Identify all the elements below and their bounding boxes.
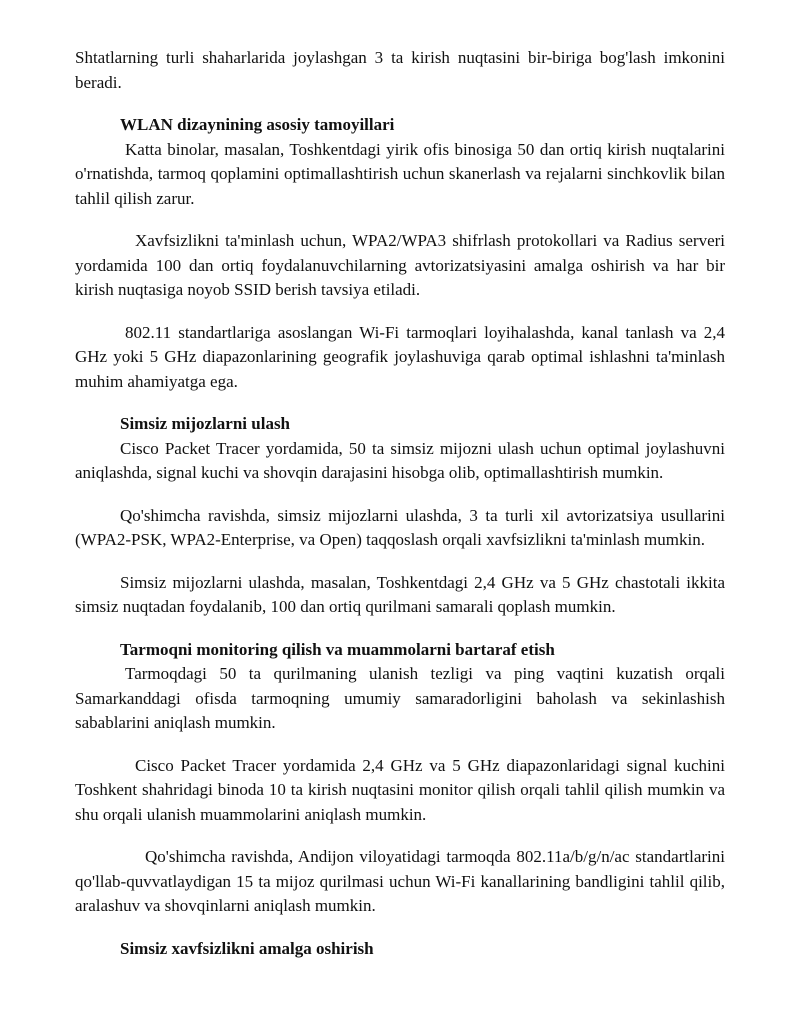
paragraph-monitor-2: Cisco Packet Tracer yordamida 2,4 GHz va 5 GHz diapazonlaridagi signal kuchini Toshkent shahridagi binoda 10 ta kirish nuqtasini monitor qilish orqali tahlil qilish mumkin va shu orqali ulanish muammolarini aniqlash mumkin. <box>75 755 725 824</box>
paragraph-intro: Shtatlarning turli shaharlarida joylashgan 3 ta kirish nuqtasini bir-biriga bog'lash imkonini beradi. <box>75 48 725 92</box>
heading-wireless-clients: Simsiz mijozlarni ulash <box>120 414 291 433</box>
paragraph-wlan-1: Katta binolar, masalan, Toshkentdagi yirik ofis binosiga 50 dan ortiq kirish nuqtalarini o'rnatishda, tarmoq qoplamini optimallashtirish uchun skanerlash va rejalarni sinchkovlik bilan tahlil qilish zarur. <box>75 139 725 208</box>
paragraph-wlan-2: Xavfsizlikni ta'minlash uchun, WPA2/WPA3 shifrlash protokollari va Radius serveri yordamida 100 dan ortiq foydalanuvchilarning avtorizatsiyasini amalga oshirish va har bir kirish nuqtasiga noyob SSID berish tavsiya etiladi. <box>75 231 725 299</box>
paragraph-wlan-3: 802.11 standartlariga asoslangan Wi-Fi tarmoqlari loyihalashda, kanal tanlash va 2,4 GHz yoki 5 GHz diapazonlarining geografik joylashuviga qarab optimal ishlashni ta'minlash muhim ahamiyatga ega. <box>75 322 725 391</box>
document-page <box>75 46 725 961</box>
heading-network-monitoring: Tarmoqni monitoring qilish va muammolarni bartaraf etish <box>120 639 555 659</box>
paragraph-monitor-1: Tarmoqdagi 50 ta qurilmaning ulanish tezligi va ping vaqtini kuzatish orqali Samarkanddagi ofisda tarmoqning umumiy samaradorligini baholash va sekinlashish sabablarini aniqlash mumkin. <box>75 664 725 732</box>
paragraph-clients-2: Qo'shimcha ravishda, simsiz mijozlarni ulashda, 3 ta turli xil avtorizatsiya usullarini (WPA2-PSK, WPA2-Enterprise, va Open) taqqoslash orqali xavfsizlikni ta'minlash mumkin. <box>75 505 725 549</box>
paragraph-clients-1: Cisco Packet Tracer yordamida, 50 ta simsiz mijozni ulash uchun optimal joylashuvni aniqlashda, signal kuchi va shovqin darajasini hisobga olib, optimallashtirish mumkin. <box>75 438 725 482</box>
paragraph-clients-3: Simsiz mijozlarni ulashda, masalan, Toshkentdagi 2,4 GHz va 5 GHz chastotali ikkita simsiz nuqtadan foydalanib, 100 dan ortiq qurilmani samarali qoplash mumkin. <box>75 572 725 616</box>
heading-wlan-principles: WLAN dizaynining asosiy tamoyillari <box>120 115 395 134</box>
heading-wireless-security: Simsiz xavfsizlikni amalga oshirish <box>120 938 374 958</box>
paragraph-monitor-3: Qo'shimcha ravishda, Andijon viloyatidagi tarmoqda 802.11a/b/g/n/ac standartlarini qo'llab-quvvatlaydigan 15 ta mijoz qurilmasi uchun Wi-Fi kanallarining bandligini tahlil qilib, aralashuv va shovqinlarni aniqlash mumkin. <box>75 847 725 915</box>
